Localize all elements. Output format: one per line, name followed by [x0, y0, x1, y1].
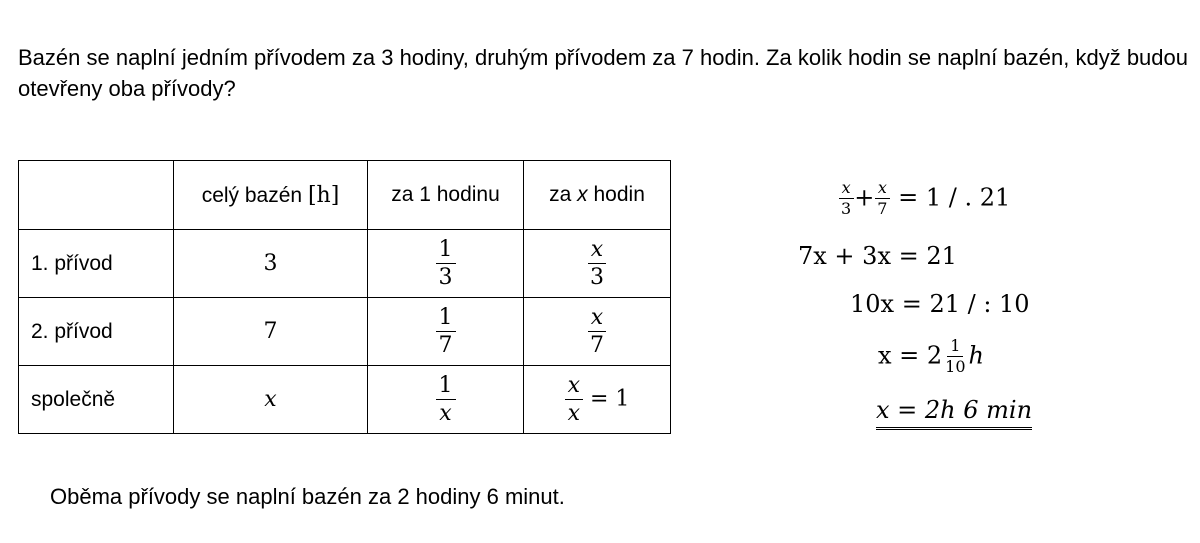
fraction-numerator: x — [565, 374, 583, 400]
header-per-x-var: x — [577, 183, 588, 206]
equation-lhs: x = 2 — [878, 341, 943, 370]
fraction-numerator: 1 — [436, 238, 456, 264]
equation-line-3 — [850, 290, 1030, 318]
table-header-row — [19, 161, 671, 230]
fraction-numerator: x — [588, 306, 606, 332]
fraction-denominator: 3 — [590, 265, 604, 290]
per-hour-value — [368, 298, 524, 366]
per-hour-value — [368, 366, 524, 434]
header-per-hour — [368, 161, 524, 230]
fraction-denominator: 10 — [945, 356, 966, 376]
problem-statement: Bazén se naplní jedním přívodem za 3 hodiny, druhým přívodem za 7 hodin. Za kolik hodin se naplní bazén, když budou otevřeny oba přívody? — [18, 45, 1188, 101]
per-hour-value — [368, 230, 524, 298]
per-x-tail: = 1 — [589, 386, 630, 412]
row-label: 2. přívod — [19, 298, 174, 366]
fraction-denominator: 7 — [438, 333, 453, 358]
header-whole-pool — [174, 161, 368, 230]
fraction-numerator: 1 — [947, 338, 963, 357]
fraction-denominator: 3 — [841, 198, 852, 218]
fraction-numerator: x — [839, 180, 854, 199]
equation-line-2 — [798, 242, 957, 270]
equation-line-4 — [878, 338, 984, 376]
equation-rest: = 1 / . 21 — [898, 183, 1011, 212]
whole-value: 3 — [174, 230, 368, 298]
whole-value: x — [174, 366, 368, 434]
whole-value: 7 — [174, 298, 368, 366]
solution-table — [18, 160, 671, 434]
header-empty-cell — [19, 161, 174, 230]
fraction-denominator: 7 — [877, 198, 888, 218]
fraction-denominator: x — [439, 401, 452, 426]
fraction-numerator: x — [875, 180, 890, 199]
plus-sign: + — [854, 183, 875, 212]
fraction-numerator: 1 — [436, 374, 456, 400]
fraction-denominator: 3 — [438, 265, 453, 290]
fraction-denominator: x — [567, 401, 580, 426]
header-per-x-hours — [524, 161, 671, 230]
table-row — [19, 298, 671, 366]
fraction-numerator: x — [588, 238, 606, 264]
equation-unit: h — [968, 341, 984, 370]
per-x-value — [524, 366, 671, 434]
row-label: společně — [19, 366, 174, 434]
equation-text: 10x = 21 / : 10 — [850, 290, 1030, 318]
table-row — [19, 230, 671, 298]
equation-line-1 — [838, 180, 1010, 218]
per-x-value — [524, 230, 671, 298]
final-result: x = 2h 6 min — [876, 396, 1032, 430]
fraction-denominator: 7 — [590, 333, 604, 358]
header-whole-pool-unit: [h] — [307, 182, 340, 208]
table-row — [19, 366, 671, 434]
per-x-value — [524, 298, 671, 366]
equation-line-5 — [876, 396, 1032, 424]
header-per-x-prefix: za — [549, 183, 572, 206]
answer-sentence: Oběma přívody se naplní bazén za 2 hodiny 6 minut. — [50, 484, 565, 509]
header-whole-pool-label: celý bazén — [201, 183, 303, 207]
header-per-hour-label: za 1 hodinu — [391, 183, 500, 206]
row-label: 1. přívod — [19, 230, 174, 298]
fraction-numerator: 1 — [436, 306, 456, 332]
header-per-x-suffix: hodin — [593, 183, 645, 206]
equation-text: 7x + 3x = 21 — [798, 242, 957, 270]
